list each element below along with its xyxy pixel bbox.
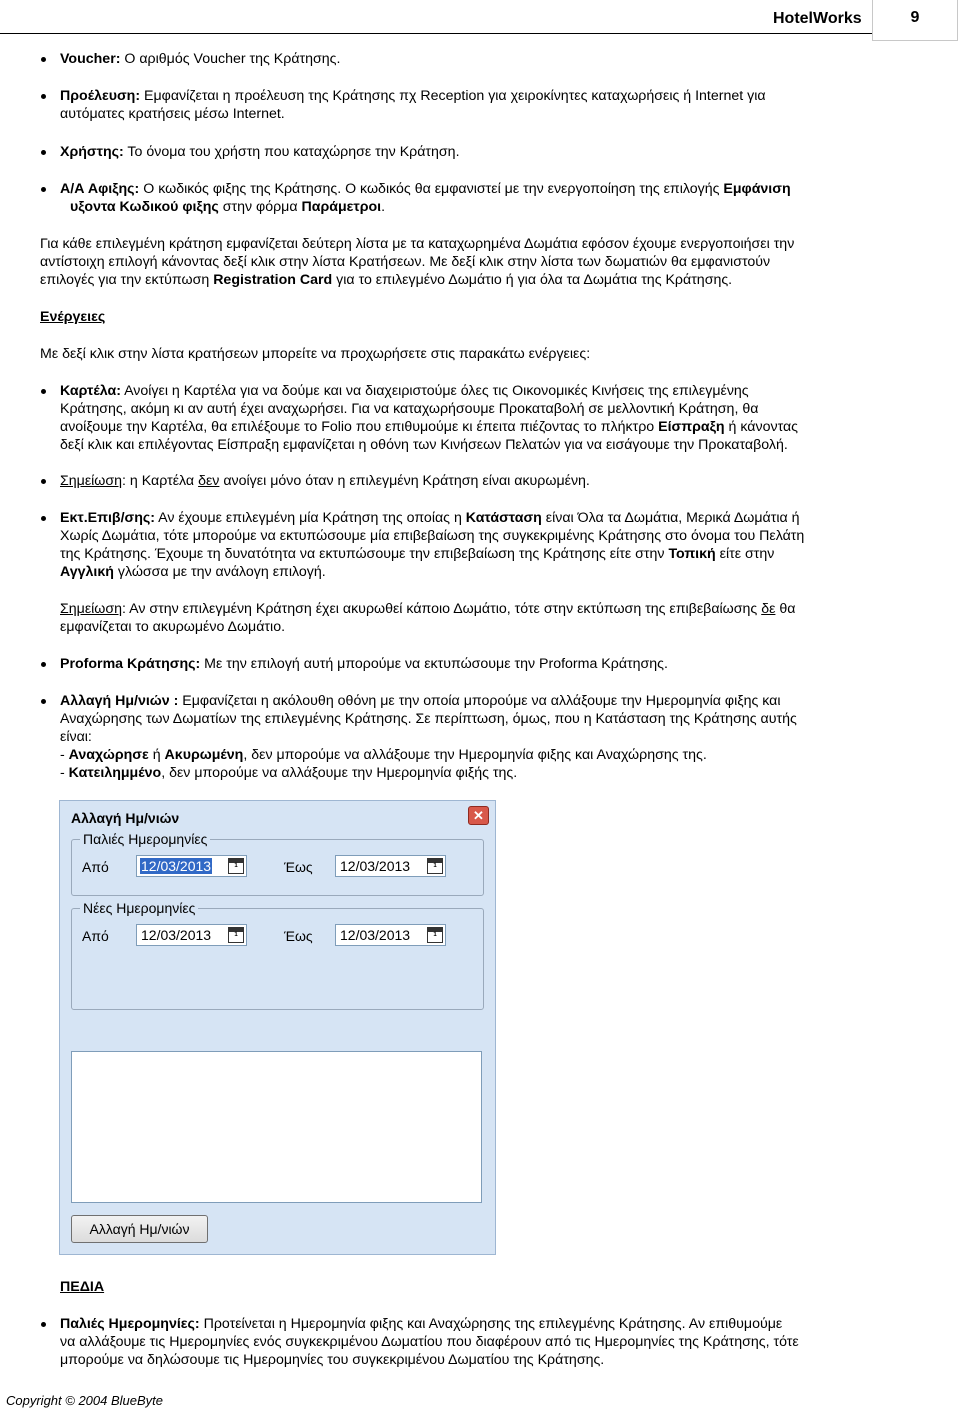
status-departed: Αναχώρησε (68, 747, 149, 763)
new-to-date-value: 12/03/2013 (340, 927, 411, 943)
change-dates-line-1: Εμφανίζεται η ακόλουθη οθόνη με την οποία μπορούμε να αλλάξουμε την Ημερομηνία φιξης και (178, 693, 781, 709)
confirmation-note-c: θα (775, 601, 796, 617)
change-dates-dash-2: - (60, 765, 69, 781)
card-line-3c: ή κάνοντας (724, 419, 799, 435)
card-label: Καρτέλα: (60, 383, 121, 399)
confirmation-line-1a: Αν έχουμε επιλεγμένη μία Κράτηση της οποίας η (155, 510, 466, 526)
old-dates-label: Παλιές Ημερομηνίες: (60, 1316, 200, 1332)
old-dates-line-3: μπορούμε να δηλώσουμε τις Ημερομηνίες του συγκεκριμένου Δωματίου της Κράτησης. (60, 1352, 605, 1368)
card-line-4: δεξί κλικ και επιλέγοντας Είσπραξη εμφανίζεται η οθόνη των Κινήσεων Πελατών για να εισάγουμε την Προκαταβολή. (60, 437, 788, 453)
confirmation-note-a: : Αν στην επιλεγμένη Κράτηση έχει ακυρωθεί κάποιο Δωμάτιο, τότε στην εκτύπωση της επιβεβαίωσης (122, 601, 762, 617)
bullet-proforma (60, 655, 920, 673)
arrival-code-period: . (381, 199, 386, 215)
old-to-date-value: 12/03/2013 (340, 858, 411, 874)
bullet-user (60, 143, 920, 161)
old-dates-line-2: να αλλάξουμε τις Ημερομηνίες ενός συγκεκριμένου Δωματίου που διαφέρουν από τις Ημερομηνίες της Κράτησης, τότε (60, 1334, 799, 1350)
card-note-a: : η Καρτέλα (122, 473, 199, 489)
calendar-icon[interactable] (427, 858, 443, 874)
arrival-code-option: Εμφάνιση (723, 181, 791, 197)
change-dates-dialog (59, 800, 496, 1255)
arrival-code-option-cont: υξοντα Κωδικού φιξης (70, 199, 219, 215)
confirmation-line-3c: είτε στην (715, 546, 775, 562)
header-brand: HotelWorks (773, 10, 862, 27)
card-note-not: δεν (198, 473, 220, 489)
calendar-day: 1 (234, 932, 238, 938)
old-to-date-field[interactable] (335, 855, 446, 877)
arrival-code-text: Ο κωδικός φιξης της Κράτησης. Ο κωδικός θα εμφανιστεί με την ενεργοποίηση της επιλογής (139, 181, 724, 197)
page-number: 9 (910, 9, 920, 26)
bullet-old-dates (60, 1315, 920, 1369)
calendar-icon[interactable] (228, 858, 244, 874)
registration-card-label: Registration Card (213, 272, 333, 288)
close-icon[interactable]: ✕ (468, 806, 489, 825)
card-line-2: Κράτησης, ακόμη κι αν αυτή έχει αναχωρήσει. Για να καταχωρήσουμε Προκαταβολή σε μελλοντική Κράτηση, θα (60, 401, 759, 417)
new-dates-group-label: Νέες Ημερομηνίες (80, 899, 198, 917)
change-dates-dash-1: - (60, 747, 69, 763)
card-note-text (60, 472, 940, 490)
voucher-text: Ο αριθμός Voucher της Κράτησης. (120, 51, 341, 67)
proforma-label: Proforma Κράτησης: (60, 656, 201, 672)
english-language: Αγγλική (60, 564, 114, 580)
card-note-label: Σημείωση (60, 473, 123, 489)
new-from-date-value: 12/03/2013 (141, 927, 212, 943)
arrival-code-label: Α/Α Αφιξης: (60, 181, 140, 197)
change-dates-or: ή (148, 747, 165, 763)
old-from-label: Από (82, 859, 109, 875)
calendar-day: 1 (433, 863, 437, 869)
calendar-day: 1 (433, 932, 437, 938)
calendar-day: 1 (234, 863, 238, 869)
change-dates-line-4e: , δεν μπορούμε να αλλάξουμε την Ημερομηνία φιξης και Αναχώρησης της. (243, 747, 707, 763)
old-dates-group-label: Παλιές Ημερομηνίες (80, 830, 210, 848)
old-dates-line-1: Προτείνεται η Ημερομηνία φιξης και Αναχώρησης της επιλεγμένης Κράτησης. Αν επιθυμούμε (199, 1316, 783, 1332)
calendar-icon[interactable] (427, 927, 443, 943)
confirmation-note-not: δε (761, 601, 776, 617)
new-from-date-field[interactable] (136, 924, 247, 946)
actions-heading: Ενέργειες (40, 309, 106, 325)
change-dates-line-3: είναι: (60, 729, 92, 745)
confirmation-label: Εκτ.Επιβ/σης: (60, 510, 155, 526)
local-language: Τοπική (668, 546, 716, 562)
status-field-name: Κατάσταση (465, 510, 542, 526)
rooms-list[interactable] (71, 1051, 482, 1203)
second-list-line-3a: επιλογές για την εκτύπωση (40, 272, 214, 288)
new-to-label: Έως (284, 928, 313, 944)
user-text: Το όνομα του χρήστη που καταχώρησε την Κράτηση. (123, 144, 460, 160)
card-line-1: Ανοίγει η Καρτέλα για να δούμε και να διαχειριστούμε όλες τις Οικονομικές Κινήσεις της επιλεγμένης (120, 383, 749, 399)
change-dates-line-5c: , δεν μπορούμε να αλλάξουμε την Ημερομηνία φιξής της. (161, 765, 518, 781)
change-dates-button[interactable]: Αλλαγή Ημ/νιών (71, 1215, 208, 1243)
old-from-date-field[interactable] (136, 855, 247, 877)
confirmation-note (60, 600, 940, 636)
confirmation-note-label: Σημείωση (60, 601, 123, 617)
calendar-icon[interactable] (228, 927, 244, 943)
fields-heading: ΠΕΔΙΑ (60, 1279, 105, 1295)
new-to-date-field[interactable] (335, 924, 446, 946)
confirmation-line-1c: είναι Όλα τα Δωμάτια, Μερικά Δωμάτια ή (541, 510, 800, 526)
header-rule (0, 33, 872, 34)
second-list-line-1: Για κάθε επιλεγμένη κράτηση εμφανίζεται δεύτερη λίστα με τα καταχωρημένα Δωμάτια εφόσον έχουμε ενεργοποιήσει την (40, 236, 795, 252)
voucher-label: Voucher: (60, 51, 121, 67)
confirmation-line-3a: της Κράτησης. Έχουμε τη δυνατότητα να εκτυπώσουμε την επιβεβαίωση της Κράτησης είτε στην (60, 546, 669, 562)
old-to-label: Έως (284, 859, 313, 875)
paragraph-second-list (40, 235, 920, 289)
card-line-3a: ανοίξουμε την Καρτέλα, θα επιλέξουμε το Folio που επιθυμούμε κι έπειτα πιέζοντας το πλήκτρο (60, 419, 659, 435)
change-dates-line-2: Αναχώρησης των Δωματίων της επιλεγμένης Κράτησης. Σε περίπτωση, όμως, που η Κατάσταση της Κράτησης αυτής (60, 711, 797, 727)
user-label: Χρήστης: (60, 144, 124, 160)
confirmation-note-line-2: εμφανίζεται το ακυρωμένο Δωμάτιο. (60, 619, 286, 635)
collection-button-name: Είσπραξη (658, 419, 725, 435)
new-from-label: Από (82, 928, 109, 944)
second-list-line-3c: για το επιλεγμένο Δωμάτιο ή για όλα τα Δωμάτια της Κράτησης. (332, 272, 733, 288)
card-note-c: ανοίγει μόνο όταν η επιλεγμένη Κράτηση είναι ακυρωμένη. (219, 473, 590, 489)
status-cancelled: Ακυρωμένη (164, 747, 244, 763)
old-from-date-value: 12/03/2013 (141, 858, 212, 874)
bullet-card (60, 382, 920, 454)
second-list-line-2: αντίστοιχη επιλογή κάνοντας δεξί κλικ στην λίστα Κρατήσεων. Με δεξί κλικ στην λίστα των δωματιών θα εμφανιστούν (40, 254, 771, 270)
proforma-text: Με την επιλογή αυτή μπορούμε να εκτυπώσουμε την Proforma Κράτησης. (200, 656, 668, 672)
footer-copyright: Copyright © 2004 BlueByte (6, 1393, 164, 1408)
old-dates-group (71, 831, 484, 896)
bullet-voucher (60, 50, 920, 68)
bullet-confirmation-print (60, 509, 920, 581)
confirmation-line-4b: γλώσσα με την ανάλογη επιλογή. (113, 564, 326, 580)
bullet-arrival-code (60, 180, 920, 216)
actions-intro: Με δεξί κλικ στην λίστα κρατήσεων μπορείτε να προχωρήσετε στις παρακάτω ενέργειες: (40, 346, 591, 362)
origin-text-1: Εμφανίζεται η προέλευση της Κράτησης πχ Reception για χειροκίνητες καταχωρήσεις ή Internet για (140, 88, 766, 104)
bullet-change-dates (60, 692, 920, 782)
status-occupied: Κατειλημμένο (68, 765, 162, 781)
arrival-code-text-2: στην φόρμα (218, 199, 302, 215)
bullet-origin (60, 87, 920, 123)
page-number-box (872, 0, 958, 41)
confirmation-line-2: Χωρίς Δωμάτια, τότε μπορούμε να εκτυπώσουμε μία επιβεβαίωση της συγκεκριμένης Κράτησης στο όνομα του Πελάτη (60, 528, 805, 544)
change-dates-label: Αλλαγή Ημ/νιών : (60, 693, 179, 709)
new-dates-group (71, 900, 484, 1010)
parameters-form-name: Παράμετροι (301, 199, 382, 215)
origin-text-2: αυτόματες κρατήσεις μέσω Internet. (60, 106, 285, 122)
origin-label: Προέλευση: (60, 88, 141, 104)
dialog-title: Αλλαγή Ημ/νιών (71, 810, 180, 826)
